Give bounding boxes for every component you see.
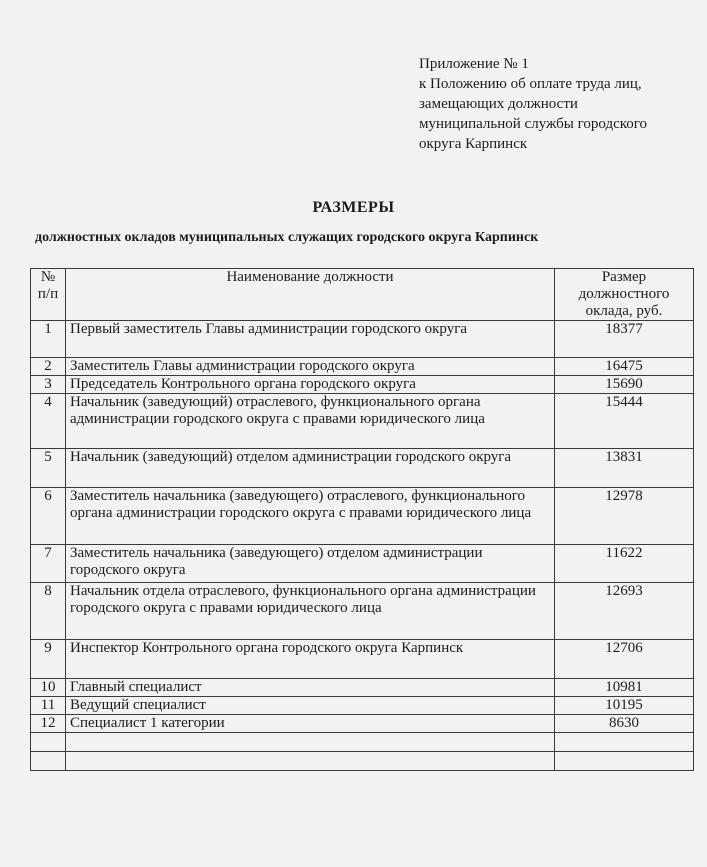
table-row [31, 488, 694, 545]
row-position: Начальник (заведующий) отраслевого, функционального органа администрации городского округа с правами юридического лица [66, 394, 555, 449]
table-row [31, 358, 694, 376]
row-position: Заместитель Главы администрации городского округа [66, 358, 555, 376]
appendix-line: муниципальной службы городского [419, 116, 648, 132]
row-position: Начальник отдела отраслевого, функционального органа администрации городского округа с правами юридического лица [66, 583, 555, 640]
row-salary: 15444 [555, 394, 694, 449]
row-position: Ведущий специалист [66, 697, 555, 715]
row-salary: 12706 [555, 640, 694, 679]
row-num: 4 [31, 394, 66, 449]
document-title: РАЗМЕРЫ [312, 199, 395, 216]
appendix-line: Приложение № 1 [419, 56, 529, 72]
table-header-row [31, 269, 694, 321]
row-position: Главный специалист [66, 679, 555, 697]
row-position: Первый заместитель Главы администрации городского округа [66, 321, 555, 358]
row-salary: 15690 [555, 376, 694, 394]
empty-cell [555, 752, 694, 771]
appendix-line: округа Карпинск [419, 136, 528, 152]
header-name: Наименование должности [66, 269, 555, 321]
row-num: 2 [31, 358, 66, 376]
header-salary: Размер должностного оклада, руб. [555, 269, 694, 321]
table-row [31, 394, 694, 449]
row-num: 3 [31, 376, 66, 394]
appendix-note [419, 54, 647, 154]
empty-cell [31, 752, 66, 771]
row-num: 12 [31, 715, 66, 733]
table-row [31, 545, 694, 583]
table-row [31, 376, 694, 394]
row-salary: 16475 [555, 358, 694, 376]
empty-row [31, 752, 694, 771]
table-row [31, 715, 694, 733]
row-salary: 10195 [555, 697, 694, 715]
document-subtitle: должностных окладов муниципальных служащих городского округа Карпинск [35, 230, 539, 245]
header-num: № п/п [31, 269, 66, 321]
row-salary: 12693 [555, 583, 694, 640]
row-salary: 12978 [555, 488, 694, 545]
row-num: 5 [31, 449, 66, 488]
row-position: Инспектор Контрольного органа городского округа Карпинск [66, 640, 555, 679]
row-position: Начальник (заведующий) отделом администрации городского округа [66, 449, 555, 488]
row-num: 1 [31, 321, 66, 358]
row-salary: 18377 [555, 321, 694, 358]
row-salary: 10981 [555, 679, 694, 697]
table-row [31, 640, 694, 679]
empty-cell [66, 733, 555, 752]
table-row [31, 321, 694, 358]
row-position: Заместитель начальника (заведующего) отделом администрации городского округа [66, 545, 555, 583]
appendix-line: замещающих должности [419, 96, 578, 112]
table-row [31, 679, 694, 697]
row-num: 8 [31, 583, 66, 640]
row-num: 7 [31, 545, 66, 583]
table-row [31, 697, 694, 715]
row-salary: 11622 [555, 545, 694, 583]
appendix-line: к Положению об оплате труда лиц, [419, 76, 642, 92]
row-position: Заместитель начальника (заведующего) отраслевого, функционального органа администрации городского округа с правами юридического лица [66, 488, 555, 545]
empty-cell [555, 733, 694, 752]
salary-table [30, 268, 694, 771]
row-num: 9 [31, 640, 66, 679]
row-position: Председатель Контрольного органа городского округа [66, 376, 555, 394]
empty-cell [66, 752, 555, 771]
row-num: 11 [31, 697, 66, 715]
table-row [31, 583, 694, 640]
row-num: 10 [31, 679, 66, 697]
row-position: Специалист 1 категории [66, 715, 555, 733]
row-salary: 13831 [555, 449, 694, 488]
row-salary: 8630 [555, 715, 694, 733]
table-row [31, 449, 694, 488]
empty-row [31, 733, 694, 752]
empty-cell [31, 733, 66, 752]
row-num: 6 [31, 488, 66, 545]
